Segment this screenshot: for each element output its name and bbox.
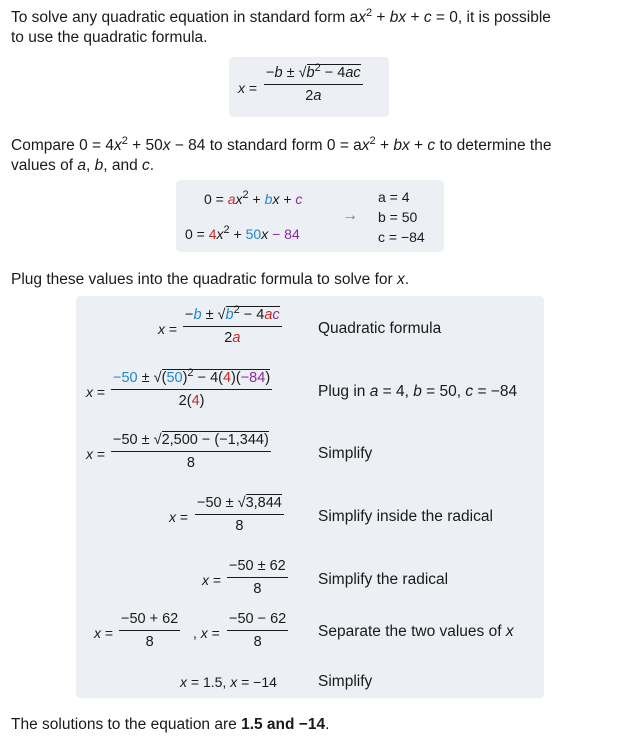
step3-formula: $\frac{-50 \pm √2,500 - (-1,344)}{8}$	[113, 432, 269, 471]
step4-label: Simplify inside the radical	[318, 508, 493, 525]
step2-lhs: x =	[86, 384, 106, 400]
step6-lhs1: x =	[94, 625, 114, 641]
conclusion-answer: 1.5 and −14	[241, 716, 326, 733]
step4-lhs: x =	[169, 509, 189, 525]
standard-form-colored: $0 = ax^2$ + bx + c	[204, 189, 303, 207]
step1-label: Quadratic formula	[318, 320, 442, 337]
given-equation: $0 = 4x^2 + 50x - 84$	[79, 135, 206, 154]
step6-formula2: $\frac{-50 - 62}{8}$	[229, 611, 287, 650]
step4-formula: $\frac{-50 \pm √3,844}{8}$	[197, 495, 282, 534]
step5-formula: $\frac{-50 \pm 62}{8}$	[229, 558, 286, 597]
step3-label: Simplify	[318, 445, 373, 462]
conclusion-paragraph	[11, 715, 329, 735]
standard-form-eq-2: $0 = ax^2$ + bx + c	[326, 135, 436, 154]
plug-paragraph	[11, 270, 409, 290]
comparison-box	[176, 180, 444, 252]
conclusion-text: The solutions to the equation are	[11, 716, 242, 733]
intro-text-b: , it is possible	[457, 9, 551, 26]
step6-formula1: $\frac{-50 + 62}{8}$	[121, 611, 179, 650]
step2-formula: $\frac{-50 \pm √(50)^2 - 4(4)(-84)}{2(4)}$	[113, 367, 271, 409]
step1-formula: $\frac{-b \pm √b^2 - 4ac}{2a}$	[185, 304, 280, 346]
intro-text-a: To solve any quadratic equation in standard form	[11, 9, 350, 26]
plug-text: Plug these values into the quadratic formula to solve for x.	[11, 271, 410, 288]
quadratic-formula-box	[229, 57, 389, 117]
step7-label: Simplify	[318, 673, 373, 690]
compare-text-a: Compare	[11, 137, 80, 154]
step2-label: Plug in a = 4, b = 50, c = −84	[318, 383, 518, 400]
intro-line2: to use the quadratic formula.	[11, 29, 208, 46]
step7-result: x = 1.5, x = −14	[180, 674, 277, 690]
step3-lhs: x =	[86, 446, 106, 462]
value-b: b = 50	[378, 209, 418, 225]
quadratic-formula: $\frac{-b \pm √b^2 - 4ac}{2a}$	[266, 62, 361, 104]
step6-label: Separate the two values of x	[318, 623, 514, 640]
intro-paragraph	[11, 8, 551, 48]
compare-line2: values of a, b, and c.	[11, 157, 155, 174]
given-form-colored: $0 = 4x^2 + 50x - 84$	[185, 224, 300, 242]
value-c: c = −84	[378, 229, 425, 245]
compare-paragraph	[11, 136, 551, 176]
formula-lhs: x =	[238, 80, 258, 96]
step1-lhs: x =	[158, 321, 178, 337]
value-a: a = 4	[378, 189, 410, 205]
standard-form-eq: $ax^2$ + bx + c = 0	[349, 7, 458, 26]
compare-text-c: to determine the	[435, 137, 552, 154]
step5-label: Simplify the radical	[318, 571, 449, 588]
conclusion-end: .	[325, 716, 330, 733]
step6-lhs2: , x =	[193, 625, 220, 641]
arrow-right-icon: →	[342, 207, 358, 224]
compare-text-b: to standard form	[205, 137, 327, 154]
step5-lhs: x =	[202, 572, 222, 588]
